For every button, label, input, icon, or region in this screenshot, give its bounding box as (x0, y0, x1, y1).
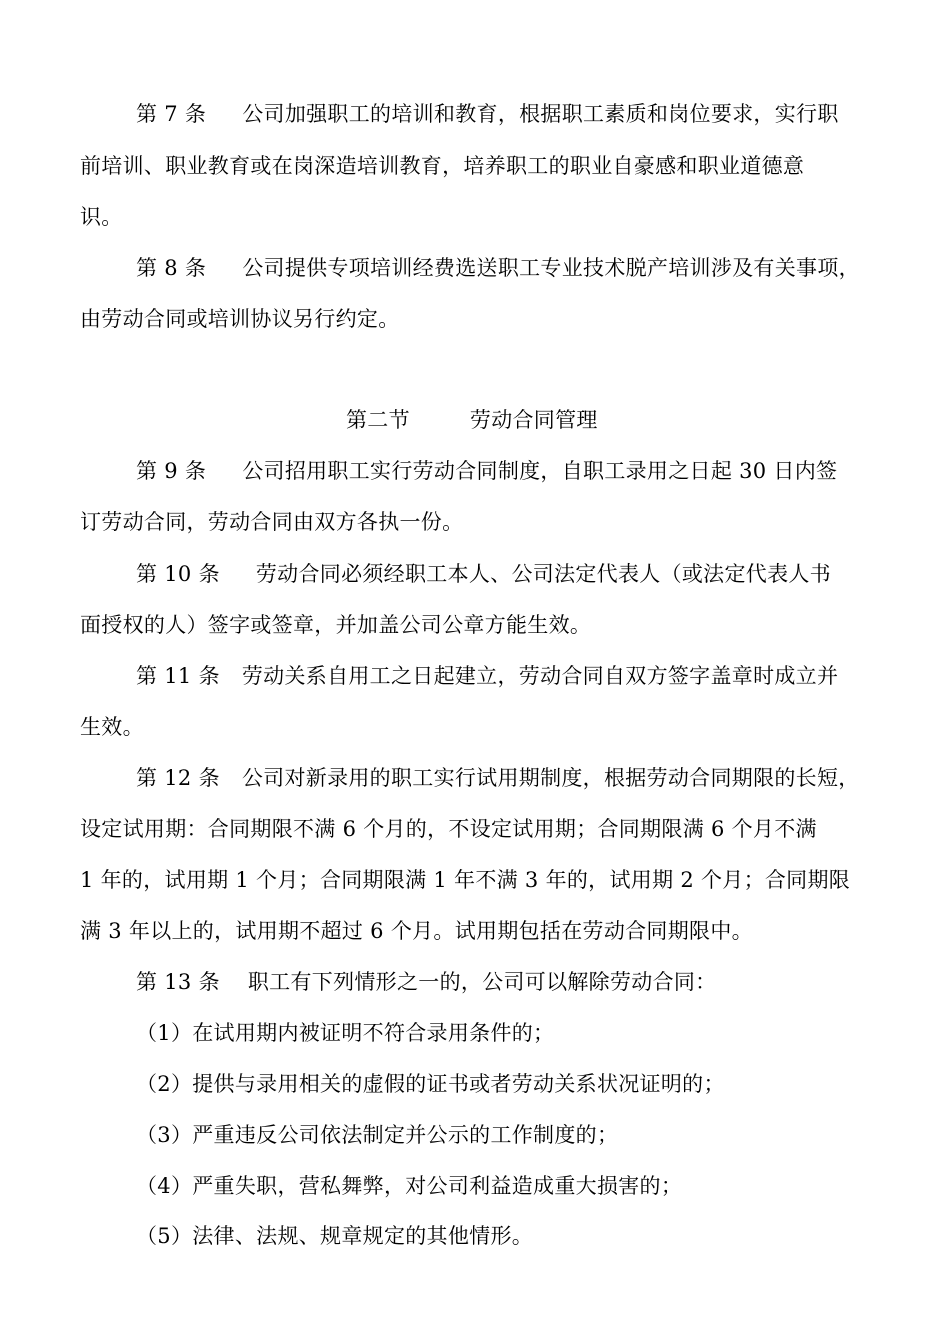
article-7-text-1: 公司加强职工的培训和教育，根据职工素质和岗位要求，实行职 (242, 102, 839, 126)
article-13-item-5: （5）法律、法规、规章规定的其他情形。 (136, 1224, 534, 1248)
article-7-line-1 (136, 100, 839, 128)
article-9-text-1: 公司招用职工实行劳动合同制度，自职工录用之日起 30 日内签 (242, 459, 838, 483)
article-13-line-1 (136, 968, 716, 996)
article-9-line-2: 订劳动合同，劳动合同由双方各执一份。 (80, 510, 464, 534)
article-10-number: 第 10 条 (136, 562, 220, 586)
article-7-line-2: 前培训、职业教育或在岗深造培训教育，培养职工的职业自豪感和职业道德意 (80, 154, 805, 178)
article-7-line-3: 识。 (80, 205, 123, 229)
article-12-line-4: 满 3 年以上的，试用期不超过 6 个月。试用期包括在劳动合同期限中。 (80, 919, 753, 943)
article-13-item-2: （2）提供与录用相关的虚假的证书或者劳动关系状况证明的； (136, 1072, 725, 1096)
section-heading (346, 406, 598, 434)
article-10-line-1 (136, 560, 831, 588)
article-10-line-2: 面授权的人）签字或签章，并加盖公司公章方能生效。 (80, 613, 592, 637)
article-12-text-1: 公司对新录用的职工实行试用期制度，根据劳动合同期限的长短， (241, 766, 860, 790)
article-11-number: 第 11 条 (136, 664, 220, 688)
article-11-line-1 (136, 662, 838, 690)
article-11-line-2: 生效。 (80, 715, 144, 739)
article-12-number: 第 12 条 (136, 766, 220, 790)
section-title: 劳动合同管理 (469, 408, 598, 432)
article-12-line-3: 1 年的，试用期 1 个月；合同期限满 1 年不满 3 年的，试用期 2 个月；合同期限 (80, 868, 851, 892)
article-13-item-3: （3）严重违反公司依法制定并公示的工作制度的； (136, 1123, 619, 1147)
article-13-text-1: 职工有下列情形之一的，公司可以解除劳动合同： (247, 970, 717, 994)
article-8-line-2: 由劳动合同或培训协议另行约定。 (80, 307, 400, 331)
article-11-text-1: 劳动关系自用工之日起建立，劳动合同自双方签字盖章时成立并 (241, 664, 839, 688)
article-8-text-1: 公司提供专项培训经费选送职工专业技术脱产培训涉及有关事项， (242, 256, 860, 280)
article-12-line-2: 设定试用期：合同期限不满 6 个月的，不设定试用期；合同期限满 6 个月不满 (80, 817, 817, 841)
article-13-item-4: （4）严重失职，营私舞弊，对公司利益造成重大损害的； (136, 1174, 683, 1198)
article-8-line-1 (136, 254, 860, 282)
article-9-number: 第 9 条 (136, 459, 207, 483)
article-9-line-1 (136, 457, 837, 485)
article-10-text-1: 劳动合同必须经职工本人、公司法定代表人（或法定代表人书 (255, 562, 831, 586)
article-12-line-1 (136, 764, 860, 792)
article-7-number: 第 7 条 (136, 102, 207, 126)
article-13-item-1: （1）在试用期内被证明不符合录用条件的； (136, 1021, 555, 1045)
article-8-number: 第 8 条 (136, 256, 207, 280)
section-number: 第二节 (346, 408, 410, 432)
article-13-number: 第 13 条 (136, 970, 220, 994)
